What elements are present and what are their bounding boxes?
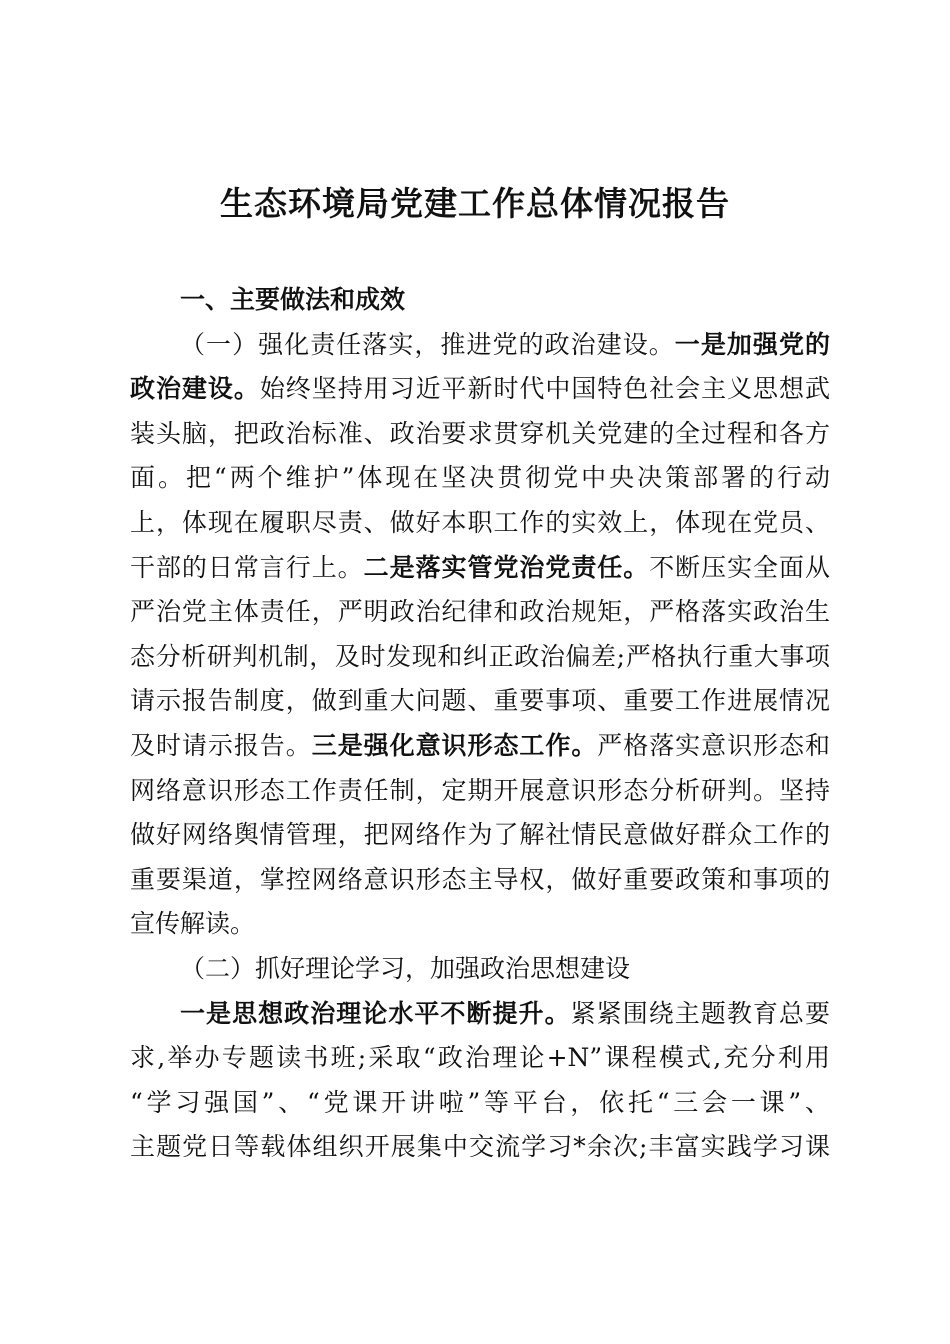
- bold-run: 一是思想政治理论水平不断提升。: [180, 998, 571, 1028]
- paragraph-line: 态分析研判机制，及时发现和纠正政治偏差;严格执行重大事项: [130, 641, 830, 671]
- text-run: 干部的日常言行上。: [130, 552, 364, 582]
- section-heading: 一、主要做法和成效: [180, 285, 406, 314]
- document-body: [130, 278, 830, 1170]
- text-run: 及时请示报告。: [130, 730, 312, 760]
- paragraph-line: 严治党主体责任，严明政治纪律和政治规矩，严格落实政治生: [130, 597, 830, 627]
- bold-run: 政治建设。: [130, 374, 260, 404]
- paragraph-line: “学习强国”、“党课开讲啦”等平台，依托“三会一课”、: [130, 1087, 830, 1117]
- paragraph-line: 装头脑，把政治标准、政治要求贯穿机关党建的全过程和各方: [130, 418, 830, 448]
- text-run: 严格落实意识形态和: [597, 730, 830, 760]
- paragraph-line: 上，体现在履职尽责、做好本职工作的实效上，体现在党员、: [130, 507, 830, 537]
- text-run: 紧紧围绕主题教育总要: [570, 998, 830, 1028]
- paragraph-line: [130, 546, 830, 591]
- bold-run: 三是强化意识形态工作。: [311, 730, 598, 760]
- paragraph-line: 做好网络舆情管理，把网络作为了解社情民意做好群众工作的: [130, 820, 830, 850]
- paragraph-line: 网络意识形态工作责任制，定期开展意识形态分析研判。坚持: [130, 775, 830, 805]
- bold-run: 二是落实管党治党责任。: [363, 552, 650, 582]
- paragraph-line: 宣传解读。: [130, 909, 256, 939]
- paragraph-line: [130, 367, 830, 412]
- paragraph-line: 请示报告制度，做到重大问题、重要事项、重要工作进展情况: [130, 686, 830, 716]
- text-run: 不断压实全面从: [649, 552, 830, 582]
- paragraph-line: 重要渠道，掌控网络意识形态主导权，做好重要政策和事项的: [130, 864, 830, 894]
- paragraph-line: 求,举办专题读书班;采取“政治理论+N”课程模式,充分利用: [130, 1043, 830, 1073]
- subsection-heading: （二）抓好理论学习，加强政治思想建设: [180, 953, 631, 983]
- paragraph-line: [130, 992, 830, 1037]
- bold-run: 一是加强党的: [674, 329, 830, 359]
- text-run: （一）强化责任落实，推进党的政治建设。: [180, 329, 675, 359]
- paragraph-line: [130, 323, 830, 368]
- paragraph-line: [130, 724, 830, 769]
- paragraph-line: 面。把“两个维护”体现在坚决贯彻党中央决策部署的行动: [130, 463, 830, 493]
- paragraph-line: 主题党日等载体组织开展集中交流学习*余次;丰富实践学习课: [130, 1132, 830, 1162]
- text-run: 始终坚持用习近平新时代中国特色社会主义思想武: [259, 374, 830, 404]
- page-title: 生态环境局党建工作总体情况报告: [220, 184, 730, 223]
